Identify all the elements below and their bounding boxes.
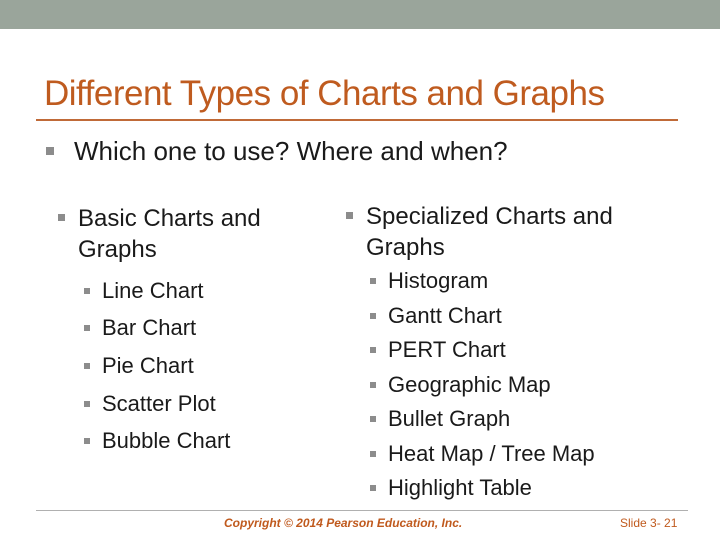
list-item-histogram: Histogram bbox=[388, 268, 489, 293]
bullet-icon bbox=[370, 278, 376, 284]
bullet-icon bbox=[84, 438, 90, 444]
list-item-highlight-table: Highlight Table bbox=[388, 475, 532, 500]
list-item-heat-map-tree-map: Heat Map / Tree Map bbox=[388, 441, 595, 466]
slide-number: Slide 3- 21 bbox=[620, 516, 678, 530]
bullet-icon bbox=[370, 485, 376, 491]
list-item-pie-chart: Pie Chart bbox=[102, 353, 194, 378]
specialized-charts-heading bbox=[366, 201, 613, 263]
bullet-icon bbox=[84, 288, 90, 294]
list-item-bullet-graph: Bullet Graph bbox=[388, 406, 511, 431]
specialized-charts-heading-line1: Specialized Charts and bbox=[366, 203, 613, 230]
bullet-icon bbox=[370, 416, 376, 422]
list-item-scatter-plot: Scatter Plot bbox=[102, 391, 216, 416]
list-item-line-chart: Line Chart bbox=[102, 278, 204, 303]
specialized-charts-heading-line2: Graphs bbox=[366, 234, 445, 261]
basic-charts-heading-line2: Graphs bbox=[78, 236, 157, 263]
question-text: Which one to use? Where and when? bbox=[74, 136, 508, 166]
bullet-icon bbox=[84, 401, 90, 407]
footer-divider bbox=[36, 510, 688, 511]
bullet-icon bbox=[84, 325, 90, 331]
list-item-bubble-chart: Bubble Chart bbox=[102, 428, 231, 453]
bullet-icon bbox=[46, 147, 54, 155]
list-item-pert-chart: PERT Chart bbox=[388, 337, 506, 362]
bullet-icon bbox=[370, 347, 376, 353]
bullet-icon bbox=[58, 214, 65, 221]
basic-charts-heading bbox=[78, 203, 261, 265]
list-item-gantt-chart: Gantt Chart bbox=[388, 303, 502, 328]
title-divider bbox=[36, 119, 678, 121]
basic-charts-heading-line1: Basic Charts and bbox=[78, 205, 261, 232]
list-item-bar-chart: Bar Chart bbox=[102, 315, 197, 340]
bullet-icon bbox=[370, 451, 376, 457]
copyright-notice: Copyright © 2014 Pearson Education, Inc. bbox=[224, 516, 463, 530]
bullet-icon bbox=[370, 313, 376, 319]
bullet-icon bbox=[346, 212, 353, 219]
slide-title: Different Types of Charts and Graphs bbox=[44, 74, 605, 113]
top-band bbox=[0, 0, 720, 29]
list-item-geographic-map: Geographic Map bbox=[388, 372, 551, 397]
bullet-icon bbox=[370, 382, 376, 388]
bullet-icon bbox=[84, 363, 90, 369]
